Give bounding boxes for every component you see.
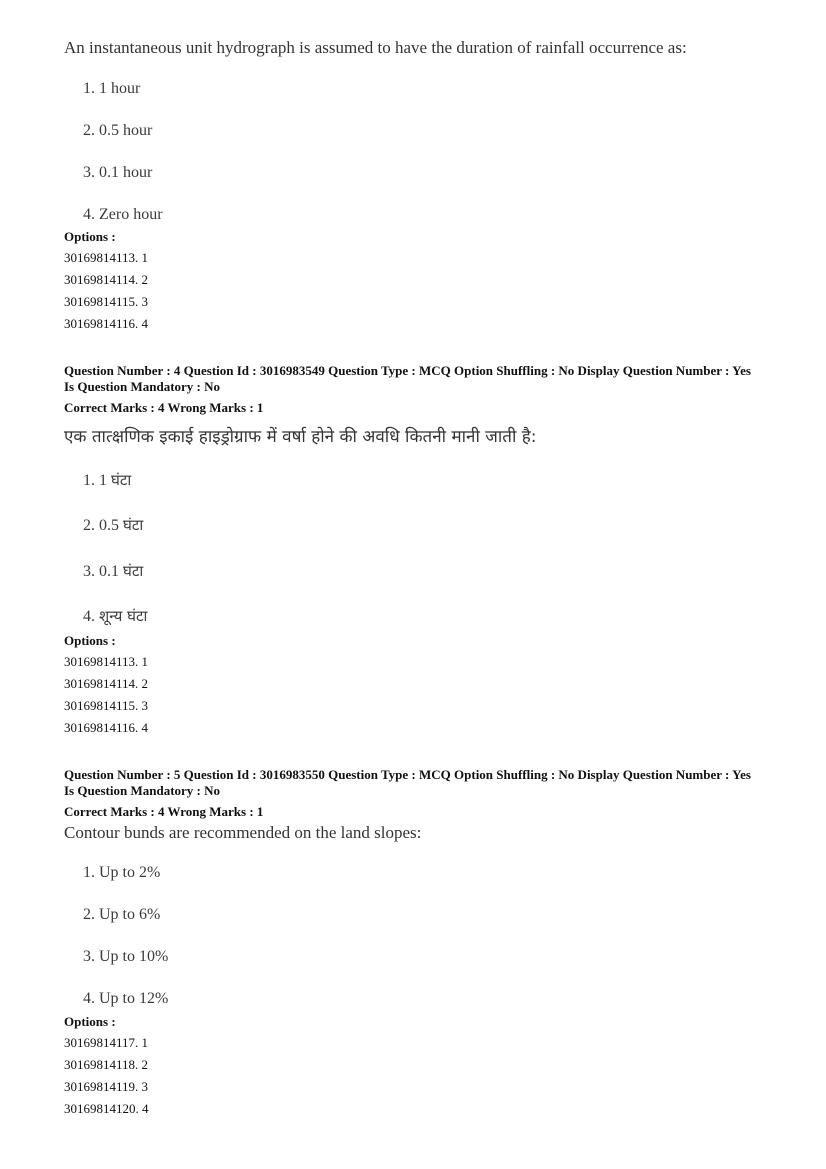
option-id: 30169814115. 3 [64,698,149,713]
choice-4: 4. Zero hour [83,206,163,223]
option-id: 30169814115. 3 [64,294,149,309]
choice-1 [83,470,131,490]
option-id: 30169814117. 1 [64,1035,149,1050]
question-5-marks: Correct Marks : 4 Wrong Marks : 1 [64,804,264,819]
option-id: 30169814116. 4 [64,720,149,735]
choice-number: 2. 0.5 [83,517,123,534]
options-label: Options : [64,633,116,648]
choice-2: 2. Up to 6% [83,906,161,923]
options-label: Options : [64,229,116,244]
choice-2 [83,515,143,535]
choice-number: 4. [83,608,99,625]
option-id: 30169814114. 2 [64,676,149,691]
option-id: 30169814113. 1 [64,654,149,669]
choice-3 [83,561,143,581]
choice-2: 2. 0.5 hour [83,122,153,139]
question-4-marks: Correct Marks : 4 Wrong Marks : 1 [64,400,264,415]
choice-word: घंटा [111,471,132,489]
options-label: Options : [64,1014,116,1029]
choice-word: घंटा [123,562,144,580]
choice-4: 4. Up to 12% [83,990,169,1007]
choice-word: शून्य घंटा [99,607,148,625]
question-4-meta: Question Number : 4 Question Id : 3016983549 Question Type : MCQ Option Shuffling : No Display Question Number : Yes Is Question Mandatory : No [64,363,751,394]
question-5-text: Contour bunds are recommended on the land slopes: [64,823,422,842]
question-4-text: एक तात्क्षणिक इकाई हाइड्रोग्राफ में वर्षा होने की अवधि कितनी मानी जाती है: [64,427,537,447]
choice-3: 3. 0.1 hour [83,164,153,181]
choice-word: घंटा [123,516,144,534]
choice-number: 3. 0.1 [83,563,123,580]
option-id: 30169814120. 4 [64,1101,149,1116]
choice-3: 3. Up to 10% [83,948,169,965]
option-id: 30169814114. 2 [64,272,149,287]
option-id: 30169814116. 4 [64,316,149,331]
choice-4 [83,606,147,626]
choice-number: 1. 1 [83,472,111,489]
question-3-text: An instantaneous unit hydrograph is assumed to have the duration of rainfall occurrence as: [64,38,687,57]
question-5-meta: Question Number : 5 Question Id : 3016983550 Question Type : MCQ Option Shuffling : No Display Question Number : Yes Is Question Mandatory : No [64,767,751,798]
option-id: 30169814113. 1 [64,250,149,265]
choice-1: 1. 1 hour [83,80,141,97]
choice-1: 1. Up to 2% [83,864,161,881]
option-id: 30169814118. 2 [64,1057,149,1072]
option-id: 30169814119. 3 [64,1079,149,1094]
